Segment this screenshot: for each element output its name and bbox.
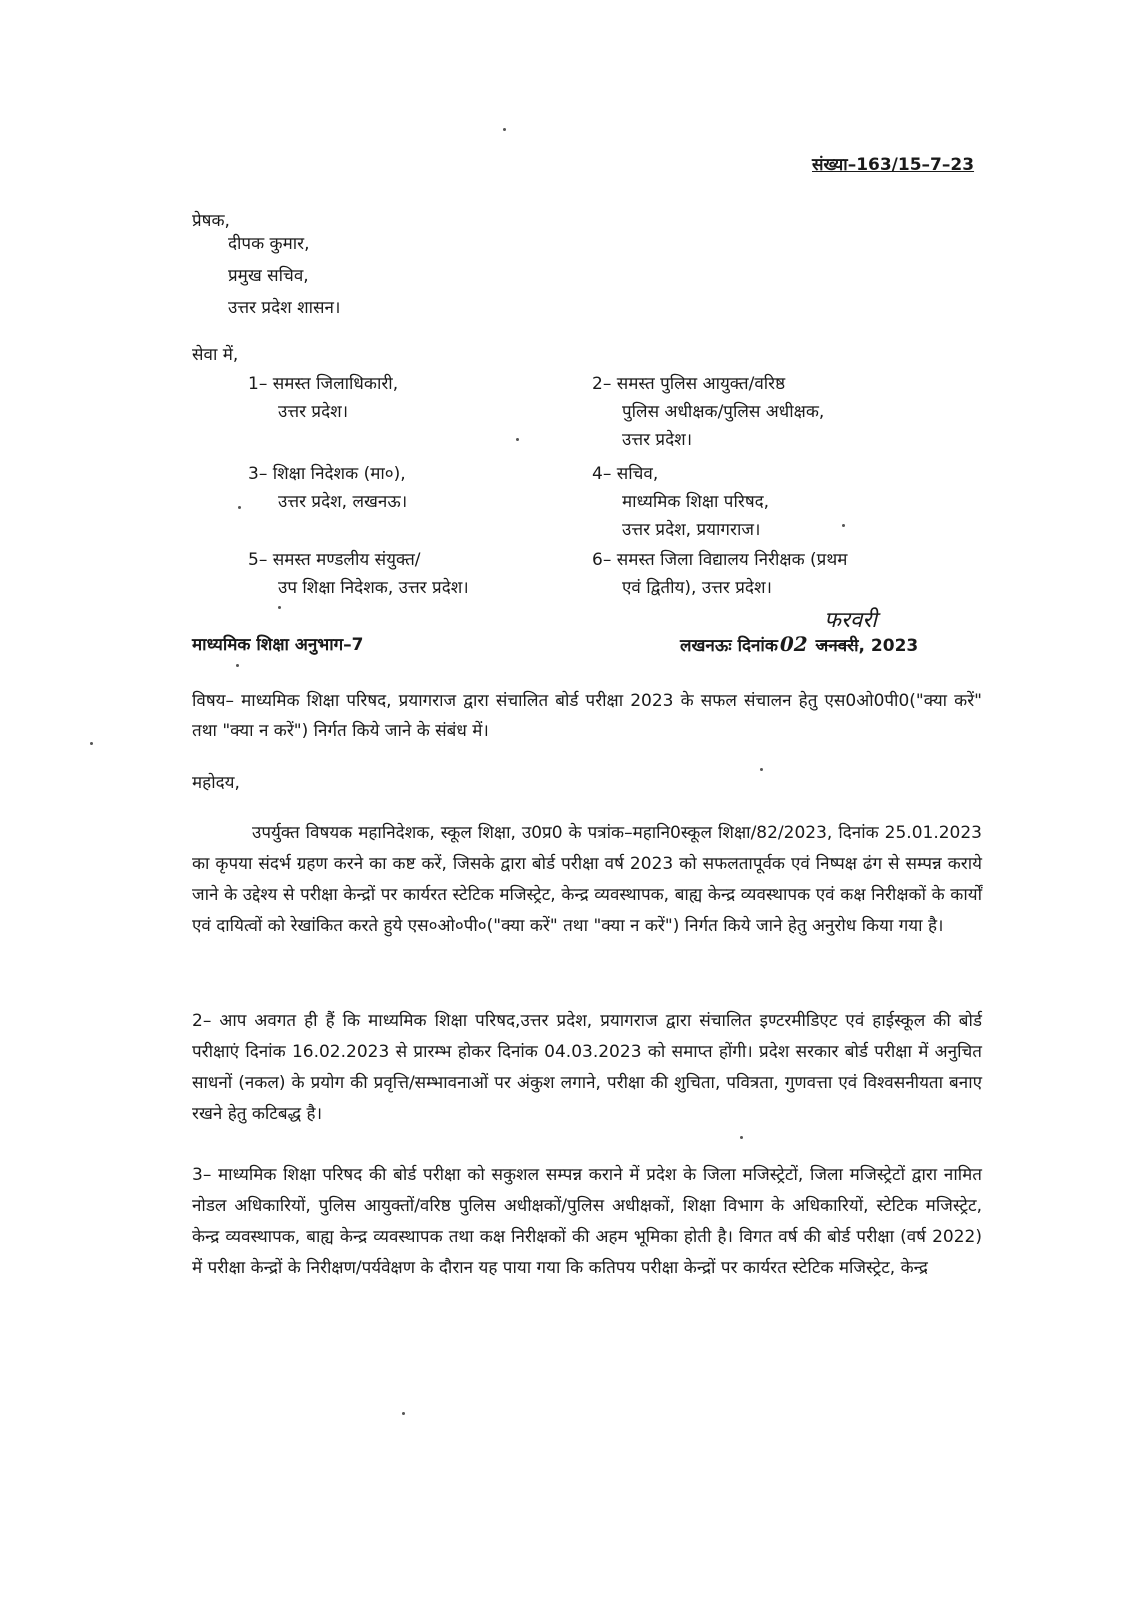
recipient-3 — [248, 460, 407, 516]
scan-speck — [402, 1412, 405, 1415]
salutation: महोदय, — [192, 773, 240, 793]
recipient-line: 1– समस्त जिलाधिकारी, — [248, 374, 399, 394]
date-year: 2023 — [870, 636, 919, 656]
recipient-line: उत्तर प्रदेश। — [622, 430, 693, 450]
scan-speck — [236, 664, 239, 667]
recipient-line: 5– समस्त मण्डलीय संयुक्त/ — [248, 550, 421, 570]
recipient-line: 4– सचिव, — [592, 464, 659, 484]
recipient-line: पुलिस अधीक्षक/पुलिस अधीक्षक, — [622, 402, 825, 422]
handwritten-month: फरवरी — [824, 608, 877, 633]
paragraph-1: उपर्युक्त विषयक महानिदेशक, स्कूल शिक्षा, उ0प्र0 के पत्रांक–महानि0स्कूल शिक्षा/82/2023, दिनांक 25.01.2023 का कृपया संदर्भ ग्रहण करने का कष्ट करें, जिसके द्वारा बोर्ड परीक्षा वर्ष 2023 को सफलतापूर्वक एवं निष्पक्ष ढंग से सम्पन्न कराये जाने के उद्देश्य से परीक्षा केन्द्रों पर कार्यरत स्टेटिक मजिस्ट्रेट, केन्द्र व्यवस्थापक, बाह्य केन्द्र व्यवस्थापक एवं कक्ष निरीक्षकों के कार्यों एवं दायित्वों को रेखांकित करते हुये एस०ओ०पी०("क्या करें" तथा "क्या न करें") निर्गत किये जाने हेतु अनुरोध किया गया है। — [192, 823, 982, 936]
recipient-line: 2– समस्त पुलिस आयुक्त/वरिष्ठ — [592, 374, 786, 394]
scan-speck — [278, 606, 281, 609]
scan-speck — [503, 128, 506, 131]
sender-label: प्रेषक, — [192, 211, 230, 231]
recipient-line: 3– शिक्षा निदेशक (मा०), — [248, 464, 406, 484]
scan-speck — [740, 1136, 743, 1139]
recipient-6 — [592, 546, 847, 602]
scan-speck — [90, 742, 93, 745]
scan-speck — [842, 524, 845, 527]
scan-speck — [238, 506, 241, 509]
section-name: माध्यमिक शिक्षा अनुभाग–7 — [192, 635, 364, 655]
date-prefix: लखनऊः दिनांक — [680, 636, 778, 656]
recipient-2 — [592, 370, 824, 454]
struck-month: जनवरी — [815, 636, 859, 656]
recipient-line: 6– समस्त जिला विद्यालय निरीक्षक (प्रथम — [592, 550, 848, 570]
paragraph-2: 2– आप अवगत ही हैं कि माध्यमिक शिक्षा परिषद,उत्तर प्रदेश, प्रयागराज द्वारा संचालित इण्टरमीडिएट एवं हाईस्कूल की बोर्ड परीक्षाएं दिनांक 16.02.2023 से प्रारम्भ होकर दिनांक 04.03.2023 को समाप्त होंगी। प्रदेश सरकार बोर्ड परीक्षा में अनुचित साधनों (नकल) के प्रयोग की प्रवृत्ति/सम्भावनाओं पर अंकुश लगाने, परीक्षा की शुचिता, पवित्रता, गुणवत्ता एवं विश्वसनीयता बनाए रखने हेतु कटिबद्ध है। — [192, 1011, 982, 1124]
subject-text: माध्यमिक शिक्षा परिषद, प्रयागराज द्वारा संचालित बोर्ड परीक्षा 2023 के सफल संचालन हेतु एस0ओ0पी0("क्या करें" तथा "क्या न करें") निर्गत किये जाने के संबंध में। — [192, 691, 982, 741]
reference-number: संख्या–163/15–7–23 — [812, 155, 975, 175]
subject-label: विषय– — [192, 691, 235, 711]
sender-name: दीपक कुमार, — [228, 234, 310, 254]
recipient-line: उप शिक्षा निदेशक, उत्तर प्रदेश। — [278, 578, 469, 598]
sender-office: उत्तर प्रदेश शासन। — [228, 298, 341, 318]
recipient-line: उत्तर प्रदेश। — [278, 402, 349, 422]
recipient-4 — [592, 460, 769, 544]
date-line: लखनऊः दिनांक 02 जनवरी, 2023 — [680, 632, 919, 656]
recipient-line: उत्तर प्रदेश, लखनऊ। — [278, 492, 408, 512]
sender-designation: प्रमुख सचिव, — [228, 266, 309, 286]
scan-speck — [516, 438, 519, 441]
handwritten-day: 02 — [779, 632, 808, 656]
subject — [192, 686, 982, 746]
recipients-label: सेवा में, — [192, 345, 239, 365]
recipient-line: उत्तर प्रदेश, प्रयागराज। — [622, 520, 761, 540]
recipient-line: माध्यमिक शिक्षा परिषद, — [622, 492, 770, 512]
paragraph-3: 3– माध्यमिक शिक्षा परिषद की बोर्ड परीक्षा को सकुशल सम्पन्न कराने में प्रदेश के जिला मजिस्ट्रेटों, जिला मजिस्ट्रेटों द्वारा नामित नोडल अधिकारियों, पुलिस आयुक्तों/वरिष्ठ पुलिस अधीक्षकों/पुलिस अधीक्षकों, शिक्षा विभाग के अधिकारियों, स्टेटिक मजिस्ट्रेट, केन्द्र व्यवस्थापक, बाह्य केन्द्र व्यवस्थापक तथा कक्ष निरीक्षकों की अहम भूमिका होती है। विगत वर्ष की बोर्ड परीक्षा (वर्ष 2022) में परीक्षा केन्द्रों के निरीक्षण/पर्यवेक्षण के दौरान यह पाया गया कि कतिपय परीक्षा केन्द्रों पर कार्यरत स्टेटिक मजिस्ट्रेट, केन्द्र — [192, 1165, 982, 1278]
recipient-line: एवं द्वितीय), उत्तर प्रदेश। — [622, 578, 772, 598]
scan-speck — [760, 768, 763, 771]
recipient-5 — [248, 546, 469, 602]
recipient-1 — [248, 370, 398, 426]
